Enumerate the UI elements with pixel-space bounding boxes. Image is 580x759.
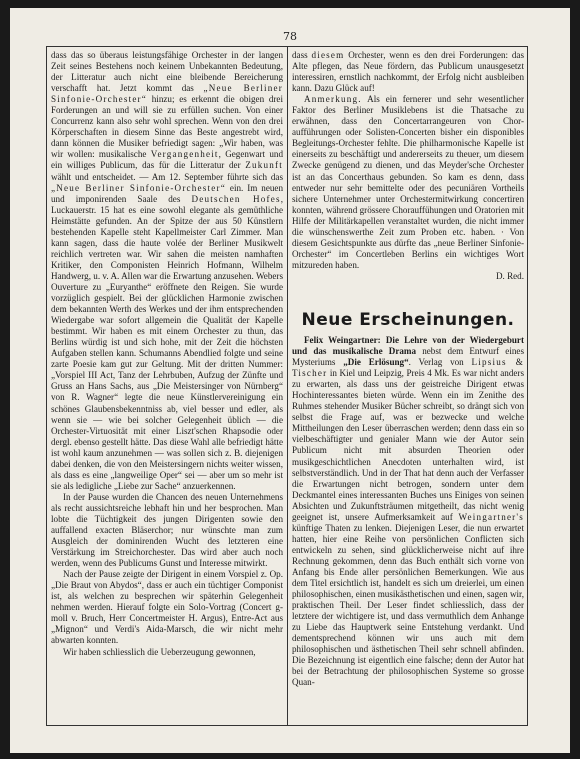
text-run: Anmerkung. — [304, 94, 362, 105]
page-number: 78 — [283, 30, 297, 43]
text-run: Vergangenheit — [150, 149, 219, 160]
column-divider — [287, 47, 288, 725]
text-run: ein. Im neuen und imponirenden Saale des — [51, 182, 283, 204]
text-run: Nach der Pause zeigte der Dirigent in einem Vorspiel z. Op. „Die Braut von Abydos“, dass er auch ein tüchtiger Componist ist, als welchen zu besprechen wir späterhin Gelegenheit nehmen werden. Hierauf folgte ein Solo-Vortrag (Concert g-moll v. Bruch, Herr Concertmeister H. Argus), Entre-Act aus „Mignon“ und Verdi's Aida-Marsch, die wir nicht mehr abwarten konnten. — [51, 569, 283, 646]
text-run: „Neue Berliner Sinfonie-Orchester“ — [51, 83, 283, 105]
text-run: nebst dem Entwurf eines Mysteriums — [292, 346, 524, 368]
article-paragraph — [51, 50, 283, 492]
text-run: , Luckauerstr. 15 hat es eine sowohl elegante als gemüthliche Heimstätte gefunden. An der Spitze der aus 50 Künstlern bestehenden Kapelle steht Kapellmeister Carl Zimmer. Man kann sagen, dass die haute volée der Berliner Musikwelt reichlich vertreten war. Wir sahen die meisten namhaften Kritiker, den Componisten Heinrich Hofmann, Wilhelm Handwerg, u. v. A. Allen war die Erwartung anzusehen. Webers Ouverture zu „Euryanthe“ eröffnete den Reigen. Sie wurde vorzüglich gespielt. Bei der glücklichen Harmonie zwischen dem bekannten Werth des Werkes und der ihm entsprechenden Wiedergabe war sofort allgemein die Qualität der Kapelle bestimmt. Wir haben es mit einem Orchester zu thun, das Berlins würdig ist und sich hohe, mit der Zeit die höchsten Aufgaben stellen kann. Schumanns Abendlied folgte und seine zarte Poesie kam gut zur Geltung. Mit der dritten Nummer: „Vorspiel III Act, Tanz der Lehrbuben, Aufzug der Zünfte und Gruss an Hans Sachs, aus „Die Meistersinger von Nürnberg“ von R. Wagner“ legte die neue Künstlervereinigung ein schönes Glaubensbekenntniss ab, viel besser und edler, als wenn sie — wie bei solcher Gelegenheit üblich — die Orchester-Virtuosität mit einer Liszt'schen Rhapsodie oder dergl. ebenso gestellt hätte. Das diese Wahl alle befriedigt hätte ist wohl kaum anzunehmen — was sollen sich z. B. diejenigen dabei denken, die von den Meistersingern nichts weiter wissen, als dass es eine „langweilige Oper“ sei — aber um so mehr ist sie als ledigliche „Liebe zur Sache“ anzuerkennen. — [51, 193, 283, 491]
text-run: In der Pause wurden die Chancen des neuen Unternehmens als recht aussichtsreiche lebhaft hin und her besprochen. Man lobte die Tüchtigkeit des jungen Dirigenten sowie den auffallend exacten Bläserchor; nur wünschte man zum Ausgleich der dominirenden Wucht des letzteren eine Verstärkung im Streichorchester. Das wird aber auch noch werden, wenn des Publicums Gunst und Interesse mitwirkt. — [51, 491, 283, 569]
text-run: hinzu; es erkennt die obigen drei Forderungen an und will sie zu erfüllen suchen. Von einer Concurrenz kann also sehr wohl sprechen. Wenn von den drei Körperschaften in diesem Sinne das Beste angestrebt wird, dann können die Musiker befriedigt sagen: „Wir haben, was wir wollen: musikalische — [51, 94, 283, 160]
text-run: dass — [292, 50, 312, 60]
section-heading: Neue Erscheinungen. — [301, 309, 515, 330]
text-run: Als ein fernerer und sehr wesentlicher Faktor des Berliner Musiklebens ist die Thatsache zu erwähnen, dass den Concertarrangeuren von Chor-aufführungen oder Solisten-Concerten bisher ein disponibles Begleitungs-Orchester fehlte. Die philharmonische Kapelle ist einerseits zu beschäftigt und andererseits zu theuer, um diesem Zwecke genügend zu dienen, und das Meyder'sche Orchester ist an das Concerthaus gebunden. So kam es denn, dass entweder nur sehr bemittelte oder des pecuniären Vortheils sichere Unternehmer unter Orchestermitwirkung concertiren konnten, während grössere Chorauffühungen und Oratorien mit Hilfe der Militärkapellen veranstaltet wurden, die nicht immer die wünschenswerthe Zeit zum Proben etc. haben. · Von diesem Gesichtspunkte aus dürfte das „neue Berliner Sinfonie-Orchester“ im Concertleben Berlins ein wichtiges Wort mitzureden haben. — [292, 94, 524, 270]
text-run: wählt und entscheidet. — Am 12. September führte sich das — [51, 171, 283, 182]
text-run: Orchester, wenn es den drei Forderungen: das Alte pflegen, das Neue fördern, das Publicum unausgesetzt interessiren, ernstlich nachkommt, der Erfolg nicht ausbleiben kann. Dazu Glück auf! — [292, 50, 524, 94]
text-run: künftige Thaten zu lenken. Diejenigen Leser, die nun erwartet hatten, hier eine Reihe von persönlichen Conflicten sich entwickeln zu sehen, sind glücklicherweise nicht auf ihre Rechnung gekommen, denn das Buch enthält sich vorne von Anfang bis Ende aller persönlichen Bemerkungen. Wie aus dem Titel ersichtlich ist, handelt es sich um dreierlei, um einen philosophischen, einen musikästhetischen und einen, sagen wir, praktischen Theil. Der Leser findet schliesslich, dass der letztere der wichtigere ist, und dass vermuthlich dem Anhange zu Liebe das Hauptwerk seine Entstehung verdankt. Und dementsprechend können wir uns auch mit dem philosophischen und ästhetischen Theil sehr schnell abfinden. Die Bezeichnung ist eigentlich eine falsche; denn der Autor hat bei der Betrachtung der philosophischen Systeme so grosse Quan- — [292, 522, 524, 688]
text-run: Deutschen Hofes — [191, 193, 281, 204]
text-run: in Kiel und Leipzig, Preis 4 Mk. Es war nicht anders zu erwarten, als dass uns der geistreiche Dirigent etwas Hochinteressantes bieten würde. Wenn ein im Zenithe des Ruhmes stehender Musiker Bücher schreibt, so drängt sich von selbst die Frage auf, was er bezwecke und welche Mittheilungen den Leser überraschen werden; denn dass ein so vielbeschäftigter und genialer Mann wie der Autor sein Publicum nicht mit absurden Theorien oder musikgeschichtlichen Anecdoten unterhalten wird, ist selbstverständlich. Und in der That hat denn auch der Verfasser die Erwartungen nicht betrogen, sondern unter dem Deckmantel eines interessanten Buches uns Einiges von seinen Absichten und Zukunftsträumen mitgetheilt, das nicht wenig geeignet ist, unsere Aufmerksamkeit auf — [292, 368, 524, 522]
text-frame — [46, 46, 528, 726]
text-run: Zukunft — [245, 160, 283, 171]
left-column — [51, 50, 283, 720]
text-run: dass das so überaus leistungsfähige Orchester in der langen Zeit seines Bestehens noch keinem Unbekannten Bedeutung, der Litteratur auch nicht eine bleibende Bereicherung verschafft hat. Jetzt kommt das — [51, 50, 283, 94]
text-run: , Gegenwart und ein williges Publicum, das für die Litteratur der — [51, 149, 283, 171]
right-column — [292, 50, 524, 720]
text-run: Lipsius & Tischer — [292, 357, 524, 379]
text-run: diesem — [311, 50, 345, 60]
journal-page — [10, 8, 570, 753]
article-paragraph — [51, 569, 283, 646]
text-run: . Verlag von — [408, 357, 472, 368]
editor-signature: D. Red. — [495, 270, 524, 281]
text-run: „Neue Berliner Sinfonie-Orchester“ — [51, 182, 226, 193]
article-paragraph — [51, 647, 283, 658]
editorial-note — [292, 94, 524, 271]
text-run: Felix Weingartner: Die Lehre von der Wiedergeburt und das musikalische Drama — [292, 334, 524, 357]
article-paragraph — [51, 492, 283, 569]
text-run: Weingartner's — [458, 511, 524, 522]
text-run: Wir haben schliesslich die Ueberzeugung gewonnen, — [63, 646, 256, 657]
concert-review-conclusion — [292, 50, 524, 94]
text-run: „Die Erlösung“ — [343, 357, 409, 368]
book-review — [292, 335, 524, 689]
